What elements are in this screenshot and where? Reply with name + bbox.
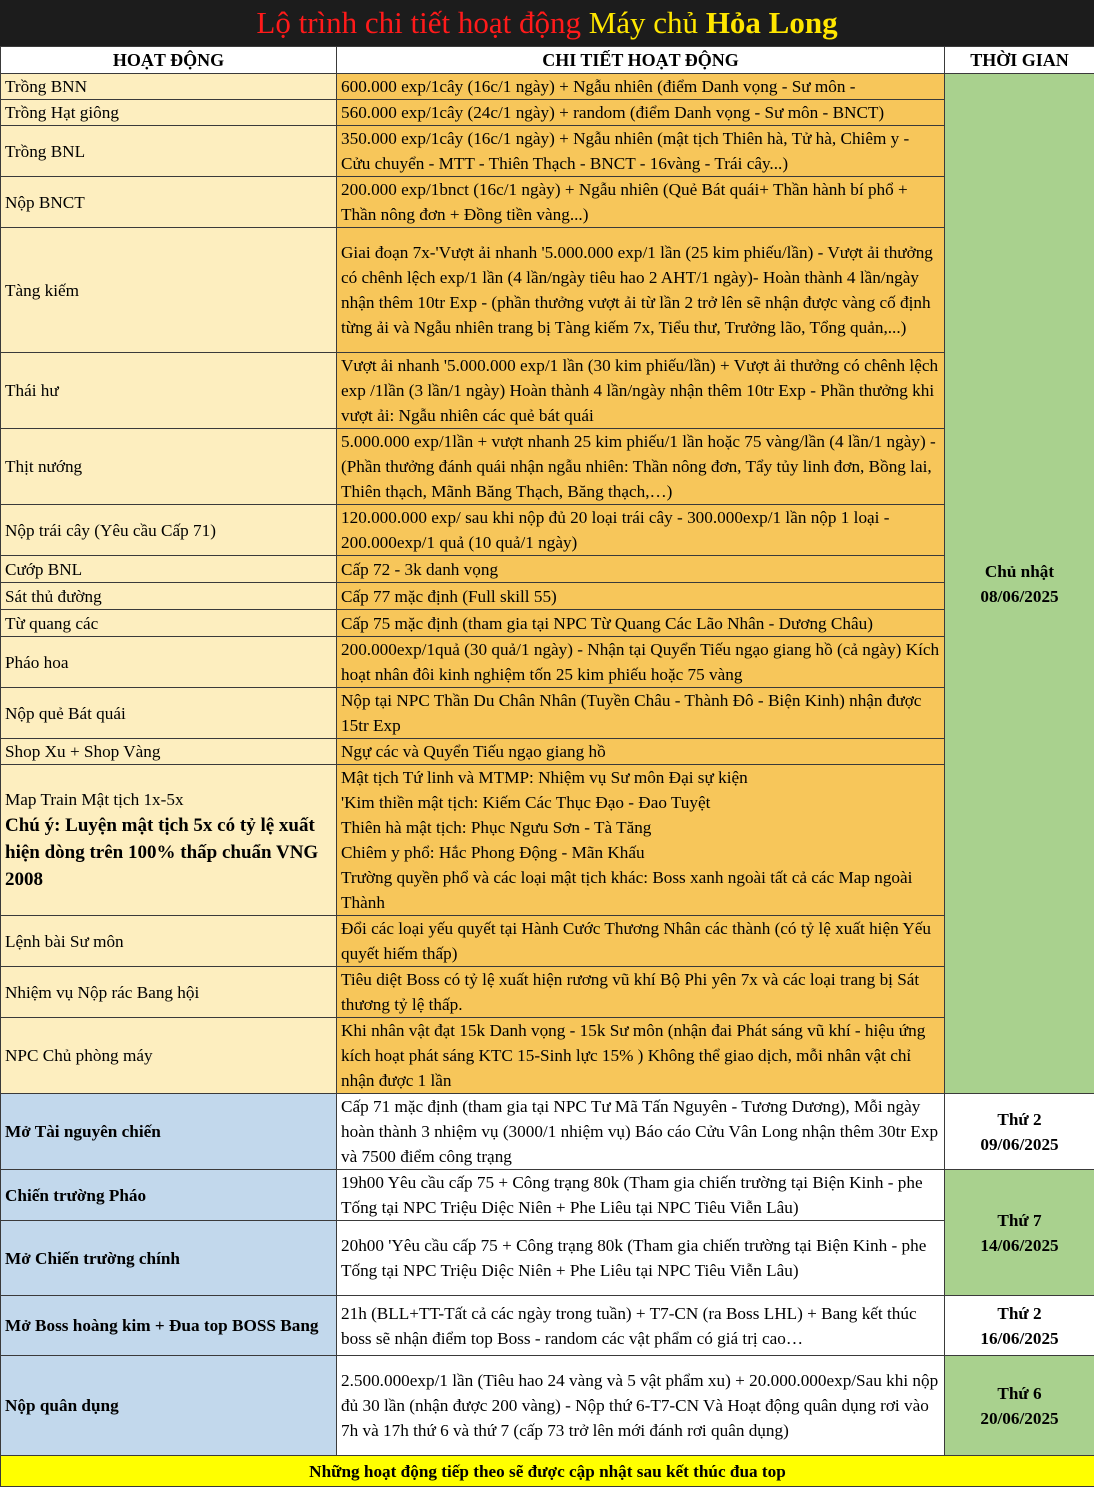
table-row	[1, 1170, 1094, 1221]
header-row	[1, 47, 1094, 74]
title-part-3: Hỏa Long	[706, 5, 838, 40]
time-day: Chủ nhật	[949, 559, 1090, 584]
time-day: Thứ 6	[949, 1381, 1090, 1406]
detail-line: 'Kim thiền mật tịch: Kiếm Các Thục Đạo - Đao Tuyệt	[341, 790, 940, 815]
activity-cell: Pháo hoa	[1, 637, 337, 688]
time-date: 14/06/2025	[949, 1233, 1090, 1258]
detail-cell: Ngự các và Quyển Tiếu ngạo giang hồ	[337, 739, 945, 765]
detail-cell: Đổi các loại yếu quyết tại Hành Cước Thương Nhân các thành (có tỷ lệ xuất hiện Yếu quyết hiếm thấp)	[337, 916, 945, 967]
table-row	[1, 100, 1094, 126]
table-row	[1, 1018, 1094, 1094]
table-row	[1, 739, 1094, 765]
title-part-2: Máy chủ	[589, 5, 698, 40]
activity-title: Map Train Mật tịch 1x-5x	[5, 787, 332, 812]
detail-cell: Cấp 77 mặc định (Full skill 55)	[337, 583, 945, 610]
table-row	[1, 1356, 1094, 1456]
title-part-1: Lộ trình chi tiết hoạt động	[256, 5, 581, 40]
activity-cell: Trồng BNL	[1, 126, 337, 177]
header-activity: HOẠT ĐỘNG	[1, 47, 337, 74]
activity-cell: Từ quang các	[1, 610, 337, 637]
detail-cell: Tiêu diệt Boss có tỷ lệ xuất hiện rương vũ khí Bộ Phi yên 7x và các loại trang bị Sát thương tỷ lệ thấp.	[337, 967, 945, 1018]
time-day: Thứ 7	[949, 1208, 1090, 1233]
activity-cell: Nộp trái cây (Yêu cầu Cấp 71)	[1, 505, 337, 556]
activity-cell: Trồng BNN	[1, 74, 337, 100]
activity-cell: Mở Boss hoàng kim + Đua top BOSS Bang	[1, 1296, 337, 1356]
activity-cell: Cướp BNL	[1, 556, 337, 583]
activity-note: Chú ý: Luyện mật tịch 5x có tỷ lệ xuất hiện dòng trên 100% thấp chuẩn VNG 2008	[5, 812, 332, 893]
activity-cell: Mở Tài nguyên chiến	[1, 1094, 337, 1170]
activity-cell: Nhiệm vụ Nộp rác Bang hội	[1, 967, 337, 1018]
detail-cell: 21h (BLL+TT-Tất cả các ngày trong tuần) + T7-CN (ra Boss LHL) + Bang kết thúc boss sẽ nhận điểm top Boss - random các vật phẩm có giá trị cao…	[337, 1296, 945, 1356]
detail-line: Chiêm y phổ: Hắc Phong Động - Mãn Khấu	[341, 840, 940, 865]
time-cell	[945, 1296, 1094, 1356]
detail-cell: Cấp 71 mặc định (tham gia tại NPC Tư Mã Tấn Nguyên - Tương Dương), Mỗi ngày hoàn thành 3 nhiệm vụ (3000/1 nhiệm vụ) Báo cáo Cửu Vân Long nhận thêm 30tr Exp và 7500 điểm công trạng	[337, 1094, 945, 1170]
activity-cell: Tàng kiếm	[1, 228, 337, 353]
activity-cell: Sát thủ đường	[1, 583, 337, 610]
activity-cell: Chiến trường Pháo	[1, 1170, 337, 1221]
detail-cell: Cấp 72 - 3k danh vọng	[337, 556, 945, 583]
detail-cell: Khi nhân vật đạt 15k Danh vọng - 15k Sư môn (nhận đai Phát sáng vũ khí - hiệu ứng kích hoạt phát sáng KTC 15-Sinh lực 15% ) Không thể giao dịch, mỗi nhân vật chỉ nhận được 1 lần	[337, 1018, 945, 1094]
time-date: 08/06/2025	[949, 584, 1090, 609]
table-row	[1, 1296, 1094, 1356]
table-row	[1, 505, 1094, 556]
title-bar	[0, 0, 1094, 46]
header-time: THỜI GIAN	[945, 47, 1094, 74]
footer-note: Những hoạt động tiếp theo sẽ được cập nhật sau kết thúc đua top	[1, 1456, 1094, 1487]
detail-cell: 560.000 exp/1cây (24c/1 ngày) + random (điểm Danh vọng - Sư môn - BNCT)	[337, 100, 945, 126]
detail-cell: Giai đoạn 7x-'Vượt ải nhanh '5.000.000 exp/1 lần (25 kim phiếu/lần) - Vượt ải thưởng có chênh lệch exp/1 lần (4 lần/ngày tiêu hao 2 AHT/1 ngày)- Hoàn thành 4 lần/ngày nhận thêm 10tr Exp - (phần thưởng vượt ải từ lần 2 trở lên sẽ nhận được vàng cố định từng ải và Ngẫu nhiên trang bị Tàng kiếm 7x, Tiểu thư, Trưởng lão, Tổng quản,...)	[337, 228, 945, 353]
detail-cell: 600.000 exp/1cây (16c/1 ngày) + Ngẫu nhiên (điểm Danh vọng - Sư môn -	[337, 74, 945, 100]
activity-cell: Shop Xu + Shop Vàng	[1, 739, 337, 765]
table-row	[1, 583, 1094, 610]
table-row	[1, 637, 1094, 688]
header-detail: CHI TIẾT HOẠT ĐỘNG	[337, 47, 945, 74]
table-row	[1, 177, 1094, 228]
table-row	[1, 429, 1094, 505]
table-row	[1, 353, 1094, 429]
detail-cell: 2.500.000exp/1 lần (Tiêu hao 24 vàng và 5 vật phẩm xu) + 20.000.000exp/Sau khi nộp đủ 30 lần (nhận được 200 vàng) - Nộp thứ 6-T7-CN Và Hoạt động quân dụng rơi vào 7h và 17h thứ 6 và thứ 7 (cấp 73 trở lên mới đánh rơi quân dụng)	[337, 1356, 945, 1456]
activity-cell: Trồng Hạt giông	[1, 100, 337, 126]
time-date: 09/06/2025	[949, 1132, 1090, 1157]
time-cell	[945, 74, 1094, 1094]
activity-cell: Thịt nướng	[1, 429, 337, 505]
table-row	[1, 556, 1094, 583]
activity-cell: Nộp quẻ Bát quái	[1, 688, 337, 739]
time-cell	[945, 1094, 1094, 1170]
time-day: Thứ 2	[949, 1107, 1090, 1132]
detail-cell: 19h00 Yêu cầu cấp 75 + Công trạng 80k (Tham gia chiến trường tại Biện Kinh - phe Tống tại NPC Triệu Diệc Niên + Phe Liêu tại NPC Tiêu Viễn Lâu)	[337, 1170, 945, 1221]
activity-cell: Nộp BNCT	[1, 177, 337, 228]
detail-cell: Nộp tại NPC Thần Du Chân Nhân (Tuyền Châu - Thành Đô - Biện Kinh) nhận được 15tr Exp	[337, 688, 945, 739]
time-cell	[945, 1356, 1094, 1456]
detail-cell: Cấp 75 mặc định (tham gia tại NPC Từ Quang Các Lão Nhân - Dương Châu)	[337, 610, 945, 637]
table-row	[1, 74, 1094, 100]
time-date: 16/06/2025	[949, 1326, 1090, 1351]
activity-cell: NPC Chủ phòng máy	[1, 1018, 337, 1094]
table-row	[1, 126, 1094, 177]
detail-cell: 120.000.000 exp/ sau khi nộp đủ 20 loại trái cây - 300.000exp/1 lần nộp 1 loại - 200.000exp/1 quả (10 quả/1 ngày)	[337, 505, 945, 556]
table-row	[1, 1094, 1094, 1170]
activity-cell: Nộp quân dụng	[1, 1356, 337, 1456]
activity-cell: Thái hư	[1, 353, 337, 429]
schedule-table	[0, 46, 1094, 1487]
activity-cell: Mở Chiến trường chính	[1, 1221, 337, 1296]
table-row	[1, 228, 1094, 353]
detail-cell: 200.000exp/1quả (30 quả/1 ngày) - Nhận tại Quyển Tiếu ngạo giang hồ (cả ngày) Kích hoạt nhân đôi kinh nghiệm tốn 25 kim phiếu hoặc 75 vàng	[337, 637, 945, 688]
time-cell	[945, 1170, 1094, 1296]
activity-cell: Lệnh bài Sư môn	[1, 916, 337, 967]
detail-cell	[337, 765, 945, 916]
detail-cell: 350.000 exp/1cây (16c/1 ngày) + Ngẫu nhiên (mật tịch Thiên hà, Tử hà, Chiêm y - Cửu chuyển - MTT - Thiên Thạch - BNCT - 16vàng - Trái cây...)	[337, 126, 945, 177]
time-day: Thứ 2	[949, 1301, 1090, 1326]
detail-cell: 200.000 exp/1bnct (16c/1 ngày) + Ngẫu nhiên (Quẻ Bát quái+ Thần hành bí phổ + Thần nông đơn + Đồng tiền vàng...)	[337, 177, 945, 228]
activity-cell	[1, 765, 337, 916]
footer-row	[1, 1456, 1094, 1487]
table-row	[1, 916, 1094, 967]
table-row	[1, 610, 1094, 637]
detail-cell: 20h00 'Yêu cầu cấp 75 + Công trạng 80k (Tham gia chiến trường tại Biện Kinh - phe Tống tại NPC Triệu Diệc Niên + Phe Liêu tại NPC Tiêu Viễn Lâu)	[337, 1221, 945, 1296]
table-row	[1, 688, 1094, 739]
detail-line: Thiên hà mật tịch: Phục Ngưu Sơn - Tà Tăng	[341, 815, 940, 840]
table-row	[1, 1221, 1094, 1296]
detail-cell: Vượt ải nhanh '5.000.000 exp/1 lần (30 kim phiếu/lần) + Vượt ải thưởng có chênh lệch exp /1lần (3 lần/1 ngày) Hoàn thành 4 lần/ngày nhận thêm 10tr Exp - Phần thưởng khi vượt ải: Ngẫu nhiên các quẻ bát quái	[337, 353, 945, 429]
table-row	[1, 967, 1094, 1018]
detail-line: Mật tịch Tứ linh và MTMP: Nhiệm vụ Sư môn Đại sự kiện	[341, 765, 940, 790]
detail-cell: 5.000.000 exp/1lần + vượt nhanh 25 kim phiếu/1 lần hoặc 75 vàng/lần (4 lần/1 ngày) - (Phần thưởng đánh quái nhận ngẫu nhiên: Thần nông đơn, Tẩy tủy linh đơn, Bồng lai, Thiên thạch, Mãnh Băng Thạch, Băng thạch,…)	[337, 429, 945, 505]
table-row	[1, 765, 1094, 916]
time-date: 20/06/2025	[949, 1406, 1090, 1431]
detail-line: Trường quyền phổ và các loại mật tịch khác: Boss xanh ngoài tất cả các Map ngoài Thành	[341, 865, 940, 915]
